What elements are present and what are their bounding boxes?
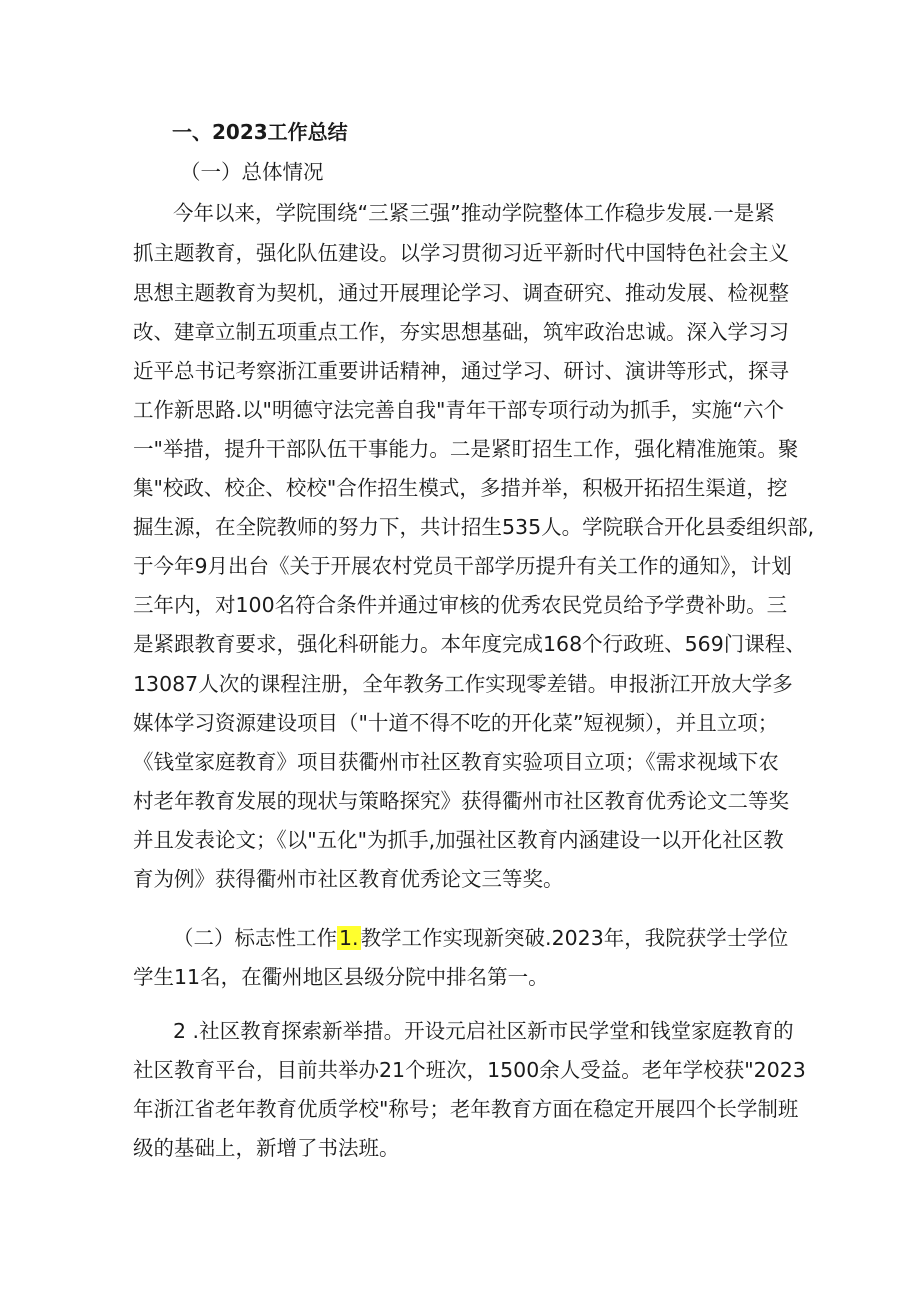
text-line: 集"校政、校企、校校"合作招生模式，多措并举，积极开拓招生渠道，挖 bbox=[133, 476, 788, 500]
text-line: 工作新思路.以"明德守法完善自我"青年干部专项行动为抓手，实施“六个 bbox=[133, 398, 784, 422]
text-line: 并且发表论文；《以"五化"为抓手,加强社区教育内涵建设一以开化社区教 bbox=[133, 828, 784, 852]
text-line: 社区教育平台，目前共举办21个班次，1500余人受益。老年学校获"2023 bbox=[133, 1058, 806, 1082]
text-line: 三年内，对100名符合条件并通过审核的优秀农民党员给予学费补助。三 bbox=[133, 593, 788, 617]
text-line: 2 .社区教育探索新举措。开设元启社区新市民学堂和钱堂家庭教育的 bbox=[173, 1019, 794, 1043]
text-line: 学生11名，在衢州地区县级分院中排名第一。 bbox=[133, 965, 549, 989]
text-line: 一"举措，提升干部队伍干事能力。二是紧盯招生工作，强化精准施策。聚 bbox=[133, 437, 799, 461]
text-line: 改、建章立制五项重点工作，夯实思想基础，筑牢政治忠诚。深入学习习 bbox=[133, 320, 789, 344]
text-line: 村老年教育发展的现状与策略探究》获得衢州市社区教育优秀论文二等奖 bbox=[133, 789, 789, 813]
text-line: 于今年9月出台《关于开展农村党员干部学历提升有关工作的通知》，计划 bbox=[133, 554, 792, 578]
text-line: 年浙江省老年教育优质学校"称号；老年教育方面在稳定开展四个长学制班 bbox=[133, 1097, 799, 1121]
section2-title: （二）标志性工作 bbox=[173, 926, 337, 950]
text-line: 是紧跟教育要求，强化科研能力。本年度完成168个行政班、569门课程、 bbox=[133, 632, 806, 656]
text-line: 级的基础上，新增了书法班。 bbox=[133, 1136, 400, 1160]
section1-title: （一）总体情况 bbox=[180, 160, 324, 184]
highlighted-number: 1. bbox=[339, 926, 359, 950]
text-line: 今年以来，学院围绕“三紧三强”推动学院整体工作稳步发展.一是紧 bbox=[173, 201, 775, 225]
section2-text: 教学工作实现新突破.2023年，我院获学士学位 bbox=[360, 926, 789, 950]
text-line: 13087人次的课程注册，全年教务工作实现零差错。申报浙江开放大学多 bbox=[133, 672, 793, 696]
section2-line bbox=[173, 920, 788, 956]
text-line: 媒体学习资源建设项目（"十道不得不吃的开化菜”短视频），并且立项； bbox=[133, 711, 779, 735]
text-line: 近平总书记考察浙江重要讲话精神，通过学习、研讨、演讲等形式，探寻 bbox=[133, 359, 789, 383]
text-line: 抓主题教育，强化队伍建设。以学习贯彻习近平新时代中国特色社会主义 bbox=[133, 241, 789, 265]
document-heading: 一、2023工作总结 bbox=[172, 120, 348, 144]
text-line: 育为例》获得衢州市社区教育优秀论文三等奖。 bbox=[133, 867, 564, 891]
text-line: 《钱堂家庭教育》项目获衢州市社区教育实验项目立项；《需求视域下农 bbox=[133, 750, 779, 774]
text-line: 思想主题教育为契机，通过开展理论学习、调查研究、推动发展、检视整 bbox=[133, 281, 789, 305]
text-line: 掘生源，在全院教师的努力下，共计招生535人。学院联合开化县委组织部, bbox=[133, 515, 815, 539]
